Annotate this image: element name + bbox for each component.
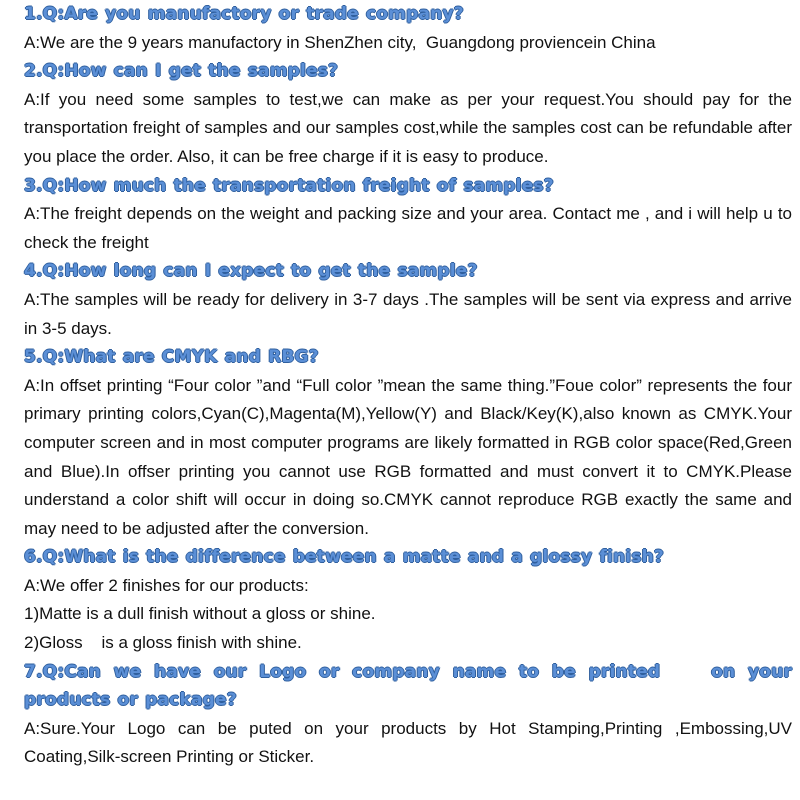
faq-answer: A:The samples will be ready for delivery in 3-7 days .The samples will be sent via express and arrive in 3-5 days. <box>24 289 792 338</box>
faq-document <box>24 0 800 772</box>
faq-question: 6.Q:What is the difference between a matte and a glossy finish? <box>24 547 664 568</box>
faq-question: 1.Q:Are you manufactory or trade company? <box>24 4 464 24</box>
faq-answer: A:In offset printing “Four color ”and “Full color ”mean the same thing.”Foue color” represents the four primary printing colors,Cyan(C),Magenta(M),Yellow(Y) and Black/Key(K),also known as CMYK.Your computer screen and in most computer programs are likely formatted in RGB color space(Red,Green and Blue).In offser printing you cannot use RGB formatted and must convert it to CMYK.Please understand a color shift will occur in doing so.CMYK cannot reproduce RGB exactly the same and may need to be adjusted after the conversion. <box>24 375 792 538</box>
faq-item-5 <box>24 343 792 543</box>
faq-question: 4.Q:How long can I expect to get the sample? <box>24 261 478 282</box>
faq-answer-line: 1)Matte is a dull finish without a gloss or shine. <box>24 604 376 624</box>
faq-answer: A:If you need some samples to test,we can make as per your request.You should pay for the transportation freight of samples and our samples cost,while the samples cost can be refundable after you place the order. Also, it can be free charge if it is easy to produce. <box>24 89 792 166</box>
faq-answer: A:We are the 9 years manufactory in ShenZhen city, Guangdong proviencein China <box>24 32 656 52</box>
faq-answer: A:The freight depends on the weight and packing size and your area. Contact me , and i will help u to check the freight <box>24 204 792 252</box>
faq-question: 5.Q:What are CMYK and RBG? <box>24 347 319 368</box>
faq-question: 7.Q:Can we have our Logo or company name to be printed on your products or package? <box>24 661 800 711</box>
faq-item-4 <box>24 257 792 343</box>
faq-item-6 <box>24 543 792 657</box>
faq-question: 3.Q:How much the transportation freight of samples? <box>24 175 554 196</box>
faq-item-3 <box>24 172 792 258</box>
faq-item-1 <box>24 0 792 57</box>
faq-item-2 <box>24 57 792 171</box>
faq-answer: A:Sure.Your Logo can be puted on your products by Hot Stamping,Printing ,Embossing,UV Coating,Silk-screen Printing or Sticker. <box>24 718 792 767</box>
faq-answer-line: A:We offer 2 finishes for our products: <box>24 575 309 595</box>
faq-question: 2.Q:How can I get the samples? <box>24 61 339 82</box>
faq-item-7 <box>24 658 800 772</box>
faq-answer-line: 2)Gloss is a gloss finish with shine. <box>24 633 302 653</box>
